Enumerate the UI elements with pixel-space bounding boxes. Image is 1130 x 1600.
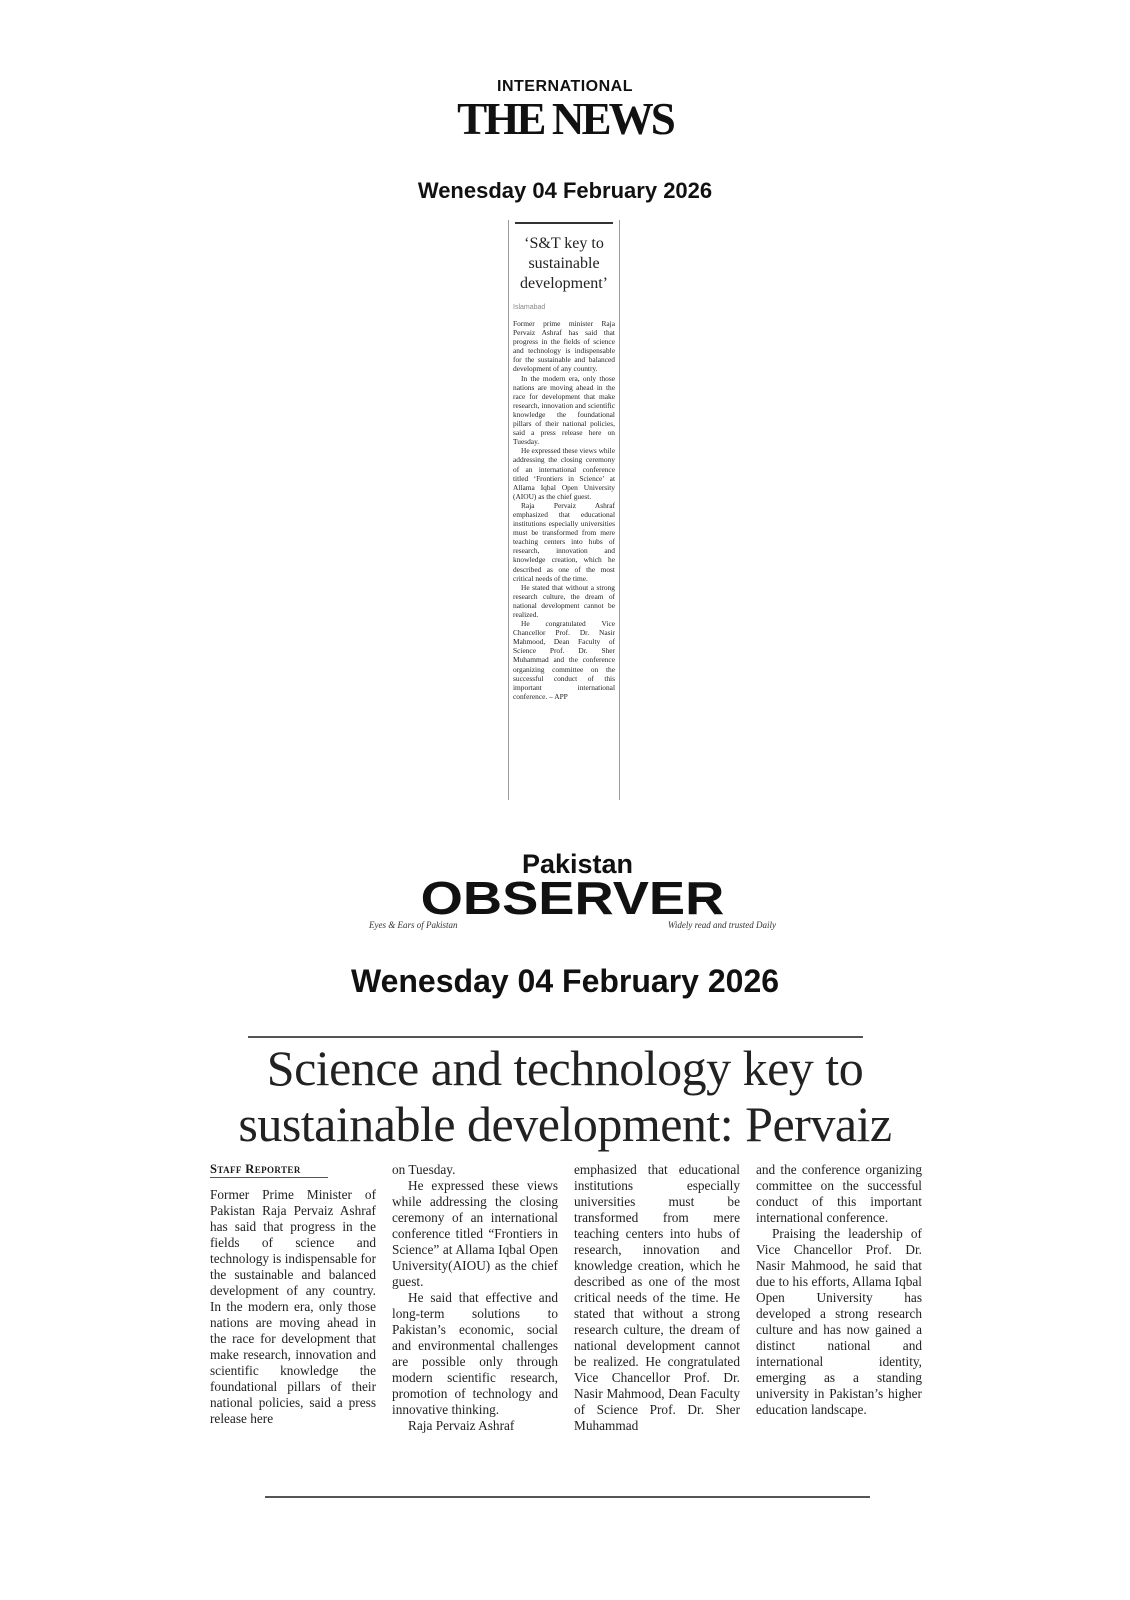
the-news-logo: THE NEWS [457, 93, 673, 144]
observer-paragraph: He said that effective and long-term solutions to Pakistan’s economic, social and environmental challenges are possible only through modern scientific research, promotion of technology and innovative thinking. [392, 1290, 558, 1417]
observer-column [756, 1162, 922, 1492]
the-news-dateline: Islamabad [513, 304, 546, 311]
the-news-top-rule [515, 222, 613, 224]
observer-article-body [210, 1162, 930, 1492]
observer-headline-line: sustainable development: Pervaiz [238, 1096, 892, 1152]
observer-paragraph: on Tuesday. [392, 1162, 456, 1177]
observer-byline: Staff Reporter [210, 1162, 328, 1178]
the-news-paragraph: He congratulated Vice Chancellor Prof. Dr. Nasir Mahmood, Dean Faculty of Science Prof. Dr. Sher Muhammad and the conference organizing committee on the successful conduct of this important international conference. – APP [513, 619, 615, 701]
the-news-date: Wenesday 04 February 2026 [417, 178, 713, 203]
observer-column [392, 1162, 558, 1492]
the-news-masthead [0, 78, 1130, 142]
observer-date: Wenesday 04 February 2026 [350, 963, 780, 999]
observer-column [574, 1162, 740, 1492]
observer-paragraph: Raja Pervaiz Ashraf [408, 1418, 515, 1433]
observer-bottom-rule [265, 1496, 870, 1498]
observer-paragraph: He expressed these views while addressing the closing ceremony of an international conference titled “Frontiers in Science” at Allama Iqbal Open University(AIOU) as the chief guest. [392, 1178, 558, 1289]
observer-masthead-top: Pakistan [521, 849, 634, 879]
the-news-paragraph: He expressed these views while addressing the closing ceremony of an international conference titled ‘Frontiers in Science’ at Allama Iqbal Open University (AIOU) as the chief guest. [513, 446, 615, 501]
observer-masthead [365, 850, 780, 930]
observer-tagline-right: Widely read and trusted Daily [667, 920, 776, 930]
observer-paragraph: Former Prime Minister of Pakistan Raja Pervaiz Ashraf has said that progress in the fields of science and technology is indispensable for the sustainable and balanced development of any country. In the modern era, only those nations are moving ahead in the race for development that make research, innovation and scientific knowledge the foundational pillars of their national policies, said a press release here [210, 1187, 376, 1426]
observer-logo: OBSERVER [420, 872, 725, 924]
the-news-headline: ‘S&T key to sustainable development’ [520, 235, 608, 292]
the-news-paragraph: Former prime minister Raja Pervaiz Ashraf has said that progress in the fields of science and technology is indispensable for the sustainable and balanced development of any country. [513, 319, 615, 374]
observer-paragraph: Praising the leadership of Vice Chancellor Prof. Dr. Nasir Mahmood, he said that due to his efforts, Allama Iqbal Open University has developed a strong research culture and has now gained a distinct national and international identity, emerging as a standing university in Pakistan’s higher education landscape. [756, 1226, 922, 1417]
observer-headline [200, 1040, 930, 1152]
the-news-paragraph: In the modern era, only those nations are moving ahead in the race for development that make research, innovation and scientific knowledge the foundational pillars of their national policies, said a press release here on Tuesday. [513, 373, 615, 447]
observer-paragraph: and the conference organizing committee on the successful conduct of this important international conference. [756, 1162, 922, 1225]
the-news-clipping [508, 220, 620, 800]
observer-tagline-left: Eyes & Ears of Pakistan [369, 920, 458, 930]
observer-top-rule [248, 1036, 863, 1038]
the-news-paragraph: He stated that without a strong research culture, the dream of national development cannot be realized. [513, 582, 615, 619]
the-news-paragraph: Raja Pervaiz Ashraf emphasized that educational institutions especially universities must be transformed from mere teaching centers into hubs of research, innovation and knowledge creation, which he described as one of the most critical needs of the time. [513, 500, 615, 583]
observer-column [210, 1162, 376, 1492]
the-news-masthead-top: INTERNATIONAL [497, 78, 633, 95]
observer-paragraph: emphasized that educational institutions especially universities must be transformed from mere teaching centers into hubs of research, innovation and knowledge creation, which he described as one of the most critical needs of the time. He stated that without a strong research culture, the dream of national development cannot be realized. He congratulated Vice Chancellor Prof. Dr. Nasir Mahmood, Dean Faculty of Science Prof. Dr. Sher Muhammad [574, 1162, 740, 1433]
observer-headline-line: Science and technology key to [266, 1040, 864, 1096]
